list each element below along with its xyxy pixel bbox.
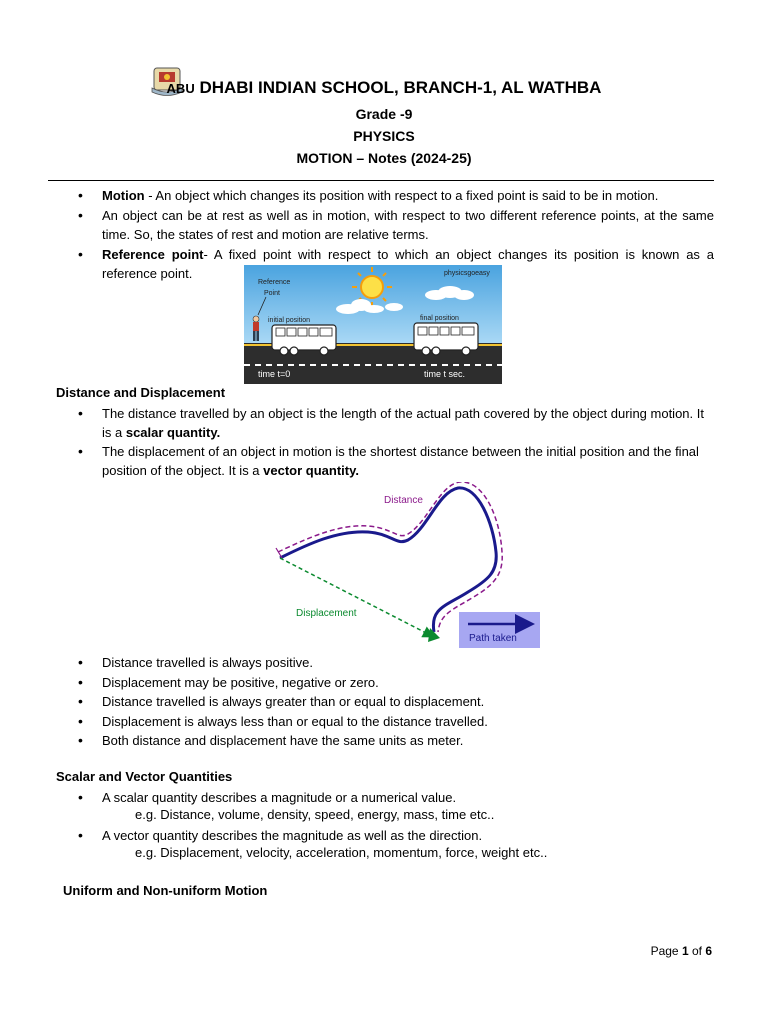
scalar-vector-heading: Scalar and Vector Quantities [56, 769, 233, 784]
school-name-prefix: ABU [166, 81, 195, 96]
item-text: - An object which changes its position with respect to a fixed point is said to be in motion. [144, 188, 659, 203]
list-item: • A scalar quantity describes a magnitude or a numerical value. [78, 788, 714, 807]
vector-example: e.g. Displacement, velocity, acceleration, momentum, force, weight etc.. [135, 845, 548, 860]
list-item: • A vector quantity describes the magnitude as well as the direction. [78, 826, 714, 845]
list-item: • Displacement may be positive, negative or zero. [78, 673, 714, 693]
list-item [78, 186, 714, 205]
term-reference-point: Reference point [102, 247, 204, 262]
distance-displacement-figure [268, 482, 544, 652]
legend-label: Path taken [469, 633, 517, 644]
scalar-vector-list [78, 788, 714, 807]
item-text: The displacement of an object in motion is the shortest distance between the initial position and the final position of the object. It is a [102, 444, 699, 478]
page-word: Page [650, 944, 682, 958]
scalar-example: e.g. Distance, volume, density, speed, energy, mass, time etc.. [135, 807, 495, 822]
bus-initial-icon [272, 325, 336, 355]
header-divider [48, 180, 714, 181]
final-position-label: final position [420, 315, 459, 322]
time-end-label: time t sec. [424, 369, 466, 379]
vector-list [78, 826, 714, 845]
of-word: of [688, 944, 706, 958]
grade-title: Grade -9 [355, 106, 413, 122]
displacement-line [280, 558, 432, 636]
current-page: 1 [681, 944, 689, 958]
page-number [651, 944, 712, 958]
watermark-text: physicsgoeasy [444, 270, 490, 277]
item-text: The distance travelled by an object is the length of the actual path covered by the object during motion. It is a [102, 406, 704, 440]
topic-title: MOTION – Notes (2024-25) [296, 150, 472, 166]
list-item: • Displacement is always less than or equal to the distance travelled. [78, 712, 714, 732]
item-text: - A fixed point with respect to which an object changes its position is known as a reference point. [102, 247, 714, 281]
list-item [78, 206, 714, 244]
list-item: • Both distance and displacement have the same units as meter. [78, 731, 714, 751]
term-motion: Motion [102, 188, 145, 203]
motion-figure [244, 265, 502, 384]
vector-term: vector quantity. [263, 463, 359, 478]
initial-position-label: initial position [268, 317, 311, 324]
displacement-label: Displacement [296, 608, 357, 619]
reference-label: Reference [258, 279, 291, 286]
subject-title: PHYSICS [353, 128, 415, 144]
facts-list [78, 653, 714, 751]
time-start-label: time t=0 [258, 369, 291, 379]
bus-final-icon [414, 323, 478, 355]
list-item [78, 404, 714, 442]
list-item [78, 442, 714, 480]
list-item: • Distance travelled is always positive. [78, 653, 714, 673]
list-item: • Distance travelled is always greater than or equal to displacement. [78, 692, 714, 712]
reference-label-2: Point [264, 290, 280, 297]
distance-heading: Distance and Displacement [56, 385, 226, 400]
uniform-motion-heading: Uniform and Non-uniform Motion [63, 883, 268, 898]
total-pages: 6 [705, 944, 712, 958]
scalar-term: scalar quantity. [125, 425, 221, 440]
school-name [0, 78, 768, 98]
school-name-rest: DHABI INDIAN SCHOOL, BRANCH-1, AL WATHBA [194, 78, 602, 97]
distance-list [78, 404, 714, 480]
item-text: An object can be at rest as well as in motion, with respect to two different reference points, at the same time. So, the states of rest and motion are relative terms. [102, 208, 714, 242]
distance-label: Distance [384, 495, 423, 506]
